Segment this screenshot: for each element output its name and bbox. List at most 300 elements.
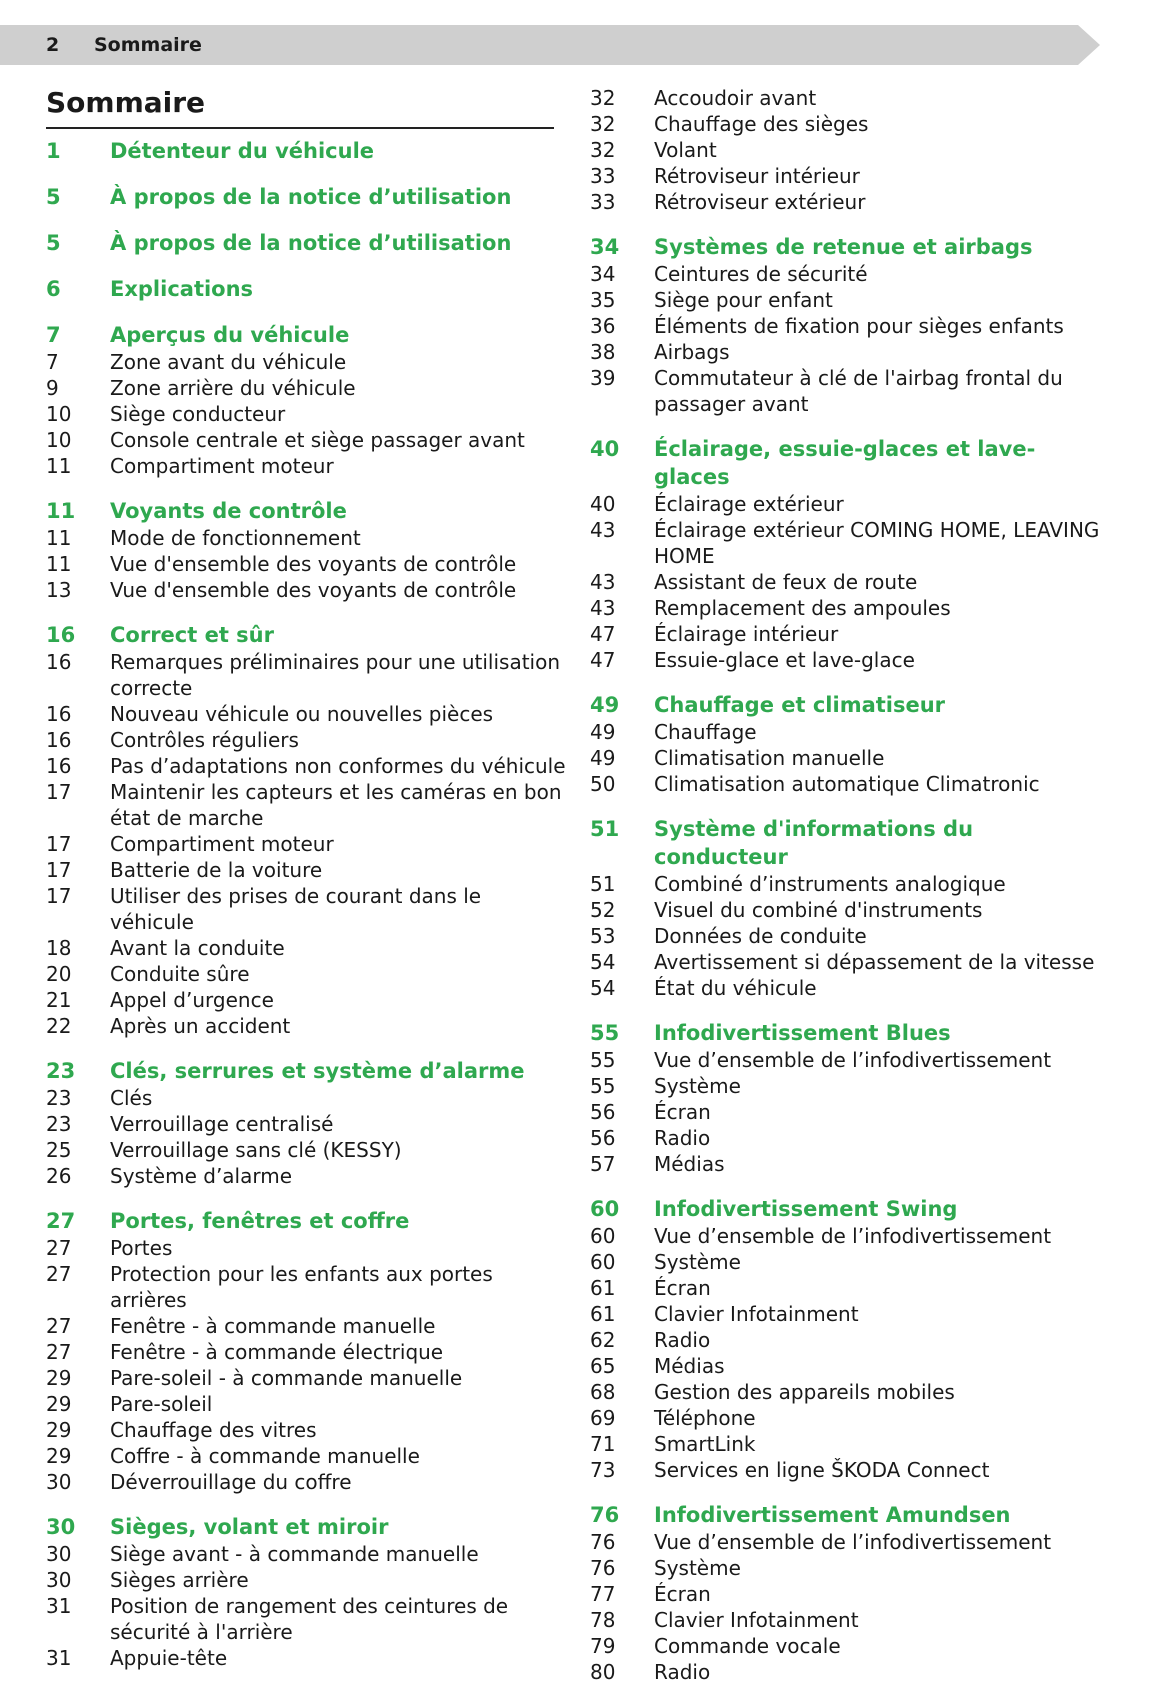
entry-page-number: 17 [46,858,72,882]
toc-entry[interactable] [46,1339,566,1365]
toc-entry[interactable] [590,975,1110,1001]
entry-title: Écran [654,1100,711,1124]
entry-page-number: 33 [590,164,616,188]
toc-column-left [46,137,566,1689]
entry-page-number: 54 [590,976,616,1000]
entry-page-number: 27 [46,1340,72,1364]
entry-page-number: 79 [590,1634,616,1658]
entry-title: Siège avant - à commande manuelle [110,1542,479,1566]
entry-page-number: 77 [590,1582,616,1606]
entry-page-number: 50 [590,772,616,796]
entry-page-number: 26 [46,1164,72,1188]
entry-page-number: 29 [46,1444,72,1468]
toc-entry[interactable] [590,621,1110,647]
toc-entry[interactable] [46,401,566,427]
toc-entry[interactable] [590,111,1110,137]
chapter-page-number: 11 [46,499,76,523]
entry-title: Remarques préliminaires pour une utilisation correcte [110,650,561,700]
entry-page-number: 21 [46,988,72,1012]
toc-entry[interactable] [590,287,1110,313]
toc-entry[interactable] [46,987,566,1013]
entry-page-number: 40 [590,492,616,516]
toc-entry[interactable] [590,1073,1110,1099]
entry-page-number: 23 [46,1112,72,1136]
entry-title: Éclairage extérieur [654,492,844,516]
entry-page-number: 71 [590,1432,616,1456]
entry-page-number: 29 [46,1392,72,1416]
toc-entry[interactable] [590,923,1110,949]
toc-entry[interactable] [590,1405,1110,1431]
entry-title: Clavier Infotainment [654,1302,859,1326]
entry-title: Avant la conduite [110,936,285,960]
entry-page-number: 43 [590,596,616,620]
entry-page-number: 73 [590,1458,616,1482]
toc-entry[interactable] [590,771,1110,797]
toc-entry-list [590,85,1110,215]
entry-title: SmartLink [654,1432,756,1456]
entry-title: Zone avant du véhicule [110,350,347,374]
toc-chapter-heading[interactable] [46,1513,566,1541]
toc-section [590,691,1110,797]
toc-entry[interactable] [590,1529,1110,1555]
entry-page-number: 76 [590,1530,616,1554]
chapter-title: Aperçus du véhicule [110,323,350,347]
toc-entry[interactable] [590,1581,1110,1607]
toc-entry[interactable] [46,831,566,857]
toc-entry-list [46,649,566,1039]
toc-entry[interactable] [590,871,1110,897]
entry-title: Pare-soleil [110,1392,213,1416]
entry-title: Essuie-glace et lave-glace [654,648,915,672]
toc-section [590,1501,1110,1685]
entry-title: Écran [654,1276,711,1300]
entry-title: Radio [654,1126,711,1150]
entry-title: Radio [654,1660,711,1684]
toc-section [590,233,1110,417]
entry-page-number: 57 [590,1152,616,1176]
entry-page-number: 11 [46,526,72,550]
toc-entry[interactable] [590,137,1110,163]
entry-title: Fenêtre - à commande manuelle [110,1314,436,1338]
toc-entry[interactable] [590,1431,1110,1457]
toc-entry[interactable] [590,1151,1110,1177]
toc-entry-list [590,1223,1110,1483]
entry-page-number: 32 [590,138,616,162]
entry-title: Verrouillage centralisé [110,1112,334,1136]
toc-entry[interactable] [46,1391,566,1417]
entry-page-number: 33 [590,190,616,214]
entry-title: Coffre - à commande manuelle [110,1444,420,1468]
entry-title: Vue d'ensemble des voyants de contrôle [110,578,517,602]
chapter-page-number: 55 [590,1021,620,1045]
entry-title: Protection pour les enfants aux portes arrières [110,1262,493,1312]
toc-entry[interactable] [590,569,1110,595]
entry-title: Clés [110,1086,153,1110]
chapter-page-number: 51 [590,817,620,841]
entry-page-number: 60 [590,1250,616,1274]
toc-entry[interactable] [46,1541,566,1567]
toc-entry[interactable] [46,1111,566,1137]
toc-entry[interactable] [46,427,566,453]
entry-title: Mode de fonctionnement [110,526,361,550]
chapter-title: Éclairage, essuie-glaces et lave-glaces [654,437,1036,489]
toc-chapter-heading[interactable] [590,435,1110,491]
toc-entry-list [46,525,566,603]
toc-entry[interactable] [590,1327,1110,1353]
toc-entry[interactable] [46,577,566,603]
entry-title: Compartiment moteur [110,832,334,856]
toc-entry[interactable] [590,491,1110,517]
toc-entry[interactable] [590,1659,1110,1685]
entry-page-number: 27 [46,1262,72,1286]
toc-entry-list [590,1047,1110,1177]
entry-page-number: 49 [590,720,616,744]
entry-page-number: 30 [46,1542,72,1566]
entry-page-number: 35 [590,288,616,312]
toc-entry[interactable] [46,1469,566,1495]
entry-title: Éclairage extérieur COMING HOME, LEAVING HOME [654,518,1100,568]
entry-title: Airbags [654,340,730,364]
entry-title: Médias [654,1354,725,1378]
entry-title: Gestion des appareils mobiles [654,1380,955,1404]
toc-entry[interactable] [46,1417,566,1443]
entry-title: Éclairage intérieur [654,622,839,646]
entry-title: Vue d’ensemble de l’infodivertissement [654,1530,1052,1554]
entry-page-number: 80 [590,1660,616,1684]
entry-page-number: 16 [46,728,72,752]
toc-entry[interactable] [590,1275,1110,1301]
toc-entry[interactable] [590,1301,1110,1327]
toc-chapter-heading[interactable] [590,1501,1110,1529]
entry-page-number: 43 [590,518,616,542]
entry-title: Vue d’ensemble de l’infodivertissement [654,1224,1052,1248]
toc-entry[interactable] [46,779,566,831]
toc-entry[interactable] [590,1125,1110,1151]
toc-entry[interactable] [590,1099,1110,1125]
toc-entry-list [46,1235,566,1495]
entry-title: Vue d’ensemble de l’infodivertissement [654,1048,1052,1072]
chapter-title: Chauffage et climatiseur [654,693,946,717]
toc-entry[interactable] [590,517,1110,569]
toc-section [46,1057,566,1189]
entry-page-number: 11 [46,454,72,478]
toc-entry-list [46,1085,566,1189]
chapter-title: Détenteur du véhicule [110,139,375,163]
entry-title: Visuel du combiné d'instruments [654,898,983,922]
entry-page-number: 60 [590,1224,616,1248]
toc-entry[interactable] [46,453,566,479]
toc-entry-list [46,1541,566,1671]
entry-title: Verrouillage sans clé (KESSY) [110,1138,402,1162]
entry-title: Batterie de la voiture [110,858,323,882]
toc-section [46,229,566,257]
entry-title: Appel d’urgence [110,988,274,1012]
entry-page-number: 47 [590,648,616,672]
toc-entry[interactable] [46,1013,566,1039]
toc-entry[interactable] [46,1365,566,1391]
chapter-page-number: 7 [46,323,61,347]
chapter-title: Infodivertissement Blues [654,1021,951,1045]
chapter-title: À propos de la notice d’utilisation [110,231,512,255]
toc-entry[interactable] [46,935,566,961]
toc-chapter-heading[interactable] [590,691,1110,719]
entry-page-number: 52 [590,898,616,922]
entry-page-number: 36 [590,314,616,338]
entry-title: Vue d'ensemble des voyants de contrôle [110,552,517,576]
chapter-title: Explications [110,277,254,301]
entry-page-number: 29 [46,1366,72,1390]
toc-entry[interactable] [590,1353,1110,1379]
entry-page-number: 51 [590,872,616,896]
entry-page-number: 25 [46,1138,72,1162]
entry-page-number: 20 [46,962,72,986]
entry-page-number: 30 [46,1568,72,1592]
toc-chapter-heading[interactable] [46,497,566,525]
entry-title: Appuie-tête [110,1646,228,1670]
entry-page-number: 17 [46,832,72,856]
toc-entry[interactable] [590,1633,1110,1659]
toc-entry[interactable] [46,701,566,727]
chapter-page-number: 27 [46,1209,76,1233]
toc-entry[interactable] [590,897,1110,923]
entry-title: Écran [654,1582,711,1606]
toc-entry[interactable] [590,1249,1110,1275]
toc-entry[interactable] [46,649,566,701]
toc-entry[interactable] [590,1379,1110,1405]
toc-entry[interactable] [590,339,1110,365]
entry-page-number: 55 [590,1048,616,1072]
entry-title: Pas d’adaptations non conformes du véhicule [110,754,566,778]
entry-page-number: 61 [590,1276,616,1300]
entry-title: Rétroviseur extérieur [654,190,866,214]
entry-page-number: 27 [46,1236,72,1260]
chapter-title: À propos de la notice d’utilisation [110,185,512,209]
entry-title: Volant [654,138,717,162]
toc-entry[interactable] [46,857,566,883]
toc-entry[interactable] [46,1443,566,1469]
toc-chapter-heading[interactable] [46,229,566,257]
chapter-title: Portes, fenêtres et coffre [110,1209,410,1233]
entry-title: Contrôles réguliers [110,728,299,752]
toc-chapter-heading[interactable] [590,1195,1110,1223]
toc-entry[interactable] [590,647,1110,673]
entry-title: Remplacement des ampoules [654,596,951,620]
entry-title: Nouveau véhicule ou nouvelles pièces [110,702,494,726]
entry-page-number: 23 [46,1086,72,1110]
entry-page-number: 10 [46,428,72,452]
entry-page-number: 10 [46,402,72,426]
chapter-title: Infodivertissement Swing [654,1197,958,1221]
entry-page-number: 54 [590,950,616,974]
toc-section [46,275,566,303]
entry-title: État du véhicule [654,976,817,1000]
chapter-title: Infodivertissement Amundsen [654,1503,1011,1527]
toc-chapter-heading[interactable] [46,1057,566,1085]
toc-section [590,815,1110,1001]
entry-page-number: 43 [590,570,616,594]
toc-entry[interactable] [590,745,1110,771]
entry-title: Chauffage [654,720,757,744]
toc-section [46,183,566,211]
toc-chapter-heading[interactable] [46,183,566,211]
entry-title: Commande vocale [654,1634,841,1658]
toc-entry[interactable] [46,1593,566,1645]
entry-title: Accoudoir avant [654,86,817,110]
entry-title: Après un accident [110,1014,291,1038]
toc-entry[interactable] [590,1457,1110,1483]
chapter-page-number: 60 [590,1197,620,1221]
entry-title: Chauffage des sièges [654,112,869,136]
entry-page-number: 34 [590,262,616,286]
toc-entry[interactable] [46,1261,566,1313]
toc-entry[interactable] [46,525,566,551]
entry-page-number: 18 [46,936,72,960]
entry-page-number: 38 [590,340,616,364]
toc-entry[interactable] [590,85,1110,111]
toc-entry[interactable] [46,961,566,987]
toc-entry[interactable] [590,949,1110,975]
entry-title: Maintenir les capteurs et les caméras en bon état de marche [110,780,562,830]
chapter-title: Clés, serrures et système d’alarme [110,1059,525,1083]
chapter-page-number: 5 [46,231,61,255]
toc-entry[interactable] [46,727,566,753]
toc-entry[interactable] [46,1645,566,1671]
toc-chapter-heading[interactable] [46,275,566,303]
entry-title: Services en ligne ŠKODA Connect [654,1458,990,1482]
entry-page-number: 29 [46,1418,72,1442]
toc-entry[interactable] [46,375,566,401]
toc-entry[interactable] [590,163,1110,189]
entry-title: Fenêtre - à commande électrique [110,1340,444,1364]
entry-title: Assistant de feux de route [654,570,918,594]
entry-page-number: 49 [590,746,616,770]
toc-entry-list [590,1529,1110,1685]
toc-entry[interactable] [590,1047,1110,1073]
toc-entry[interactable] [590,719,1110,745]
toc-entry[interactable] [46,753,566,779]
entry-title: Pare-soleil - à commande manuelle [110,1366,463,1390]
toc-entry[interactable] [590,365,1110,417]
entry-title: Médias [654,1152,725,1176]
entry-page-number: 16 [46,650,72,674]
entry-title: Chauffage des vitres [110,1418,317,1442]
toc-chapter-heading[interactable] [590,815,1110,871]
toc-chapter-heading[interactable] [46,321,566,349]
toc-chapter-heading[interactable] [590,233,1110,261]
entry-page-number: 16 [46,754,72,778]
toc-entry[interactable] [46,883,566,935]
entry-page-number: 22 [46,1014,72,1038]
toc-entry[interactable] [46,1163,566,1189]
header-title: Sommaire [94,34,202,56]
entry-title: Zone arrière du véhicule [110,376,356,400]
entry-title: Système [654,1250,741,1274]
toc-section [46,497,566,603]
chapter-page-number: 16 [46,623,76,647]
toc-entry[interactable] [590,189,1110,215]
entry-page-number: 55 [590,1074,616,1098]
toc-entry[interactable] [46,551,566,577]
entry-title: Sièges arrière [110,1568,249,1592]
entry-page-number: 65 [590,1354,616,1378]
entry-title: Avertissement si dépassement de la vitesse [654,950,1095,974]
toc-entry[interactable] [590,313,1110,339]
toc-section [590,1019,1110,1177]
entry-title: Système [654,1556,741,1580]
entry-page-number: 11 [46,552,72,576]
entry-title: Siège pour enfant [654,288,833,312]
entry-page-number: 53 [590,924,616,948]
chapter-page-number: 49 [590,693,620,717]
entry-page-number: 69 [590,1406,616,1430]
header-page-number: 2 [46,34,60,56]
toc-entry[interactable] [590,261,1110,287]
entry-title: Position de rangement des ceintures de sécurité à l'arrière [110,1594,509,1644]
toc-entry-list [590,871,1110,1001]
entry-title: Climatisation automatique Climatronic [654,772,1040,796]
toc-entry[interactable] [46,349,566,375]
entry-title: Système d’alarme [110,1164,293,1188]
toc-entry[interactable] [46,1567,566,1593]
entry-page-number: 47 [590,622,616,646]
toc-section [46,621,566,1039]
toc-chapter-heading[interactable] [46,1207,566,1235]
entry-title: Clavier Infotainment [654,1608,859,1632]
entry-page-number: 32 [590,86,616,110]
entry-page-number: 68 [590,1380,616,1404]
entry-title: Système [654,1074,741,1098]
toc-section [46,1513,566,1671]
toc-entry[interactable] [590,1555,1110,1581]
chapter-page-number: 34 [590,235,620,259]
toc-entry[interactable] [46,1085,566,1111]
toc-entry[interactable] [590,1607,1110,1633]
entry-page-number: 16 [46,702,72,726]
entry-page-number: 56 [590,1100,616,1124]
chapter-page-number: 6 [46,277,61,301]
entry-title: Utiliser des prises de courant dans le véhicule [110,884,482,934]
chapter-title: Correct et sûr [110,623,274,647]
chapter-page-number: 1 [46,139,61,163]
toc-chapter-heading[interactable] [590,1019,1110,1047]
toc-entry[interactable] [46,1235,566,1261]
entry-page-number: 30 [46,1470,72,1494]
toc-entry[interactable] [46,1137,566,1163]
toc-entry-list [590,261,1110,417]
toc-section [590,85,1110,215]
entry-page-number: 78 [590,1608,616,1632]
toc-entry-list [590,491,1110,673]
entry-page-number: 27 [46,1314,72,1338]
toc-column-right [590,85,1110,1703]
toc-entry[interactable] [590,1223,1110,1249]
entry-title: Déverrouillage du coffre [110,1470,352,1494]
toc-chapter-heading[interactable] [46,621,566,649]
entry-page-number: 31 [46,1646,72,1670]
entry-title: Éléments de fixation pour sièges enfants [654,314,1064,338]
entry-title: Téléphone [654,1406,756,1430]
chapter-page-number: 30 [46,1515,76,1539]
chapter-title: Voyants de contrôle [110,499,347,523]
page-title: Sommaire [46,85,554,129]
entry-title: Commutateur à clé de l'airbag frontal du passager avant [654,366,1063,416]
toc-entry[interactable] [46,1313,566,1339]
toc-entry[interactable] [590,595,1110,621]
toc-chapter-heading[interactable] [46,137,566,165]
toc-section [590,1195,1110,1483]
toc-section [46,137,566,165]
entry-title: Conduite sûre [110,962,250,986]
